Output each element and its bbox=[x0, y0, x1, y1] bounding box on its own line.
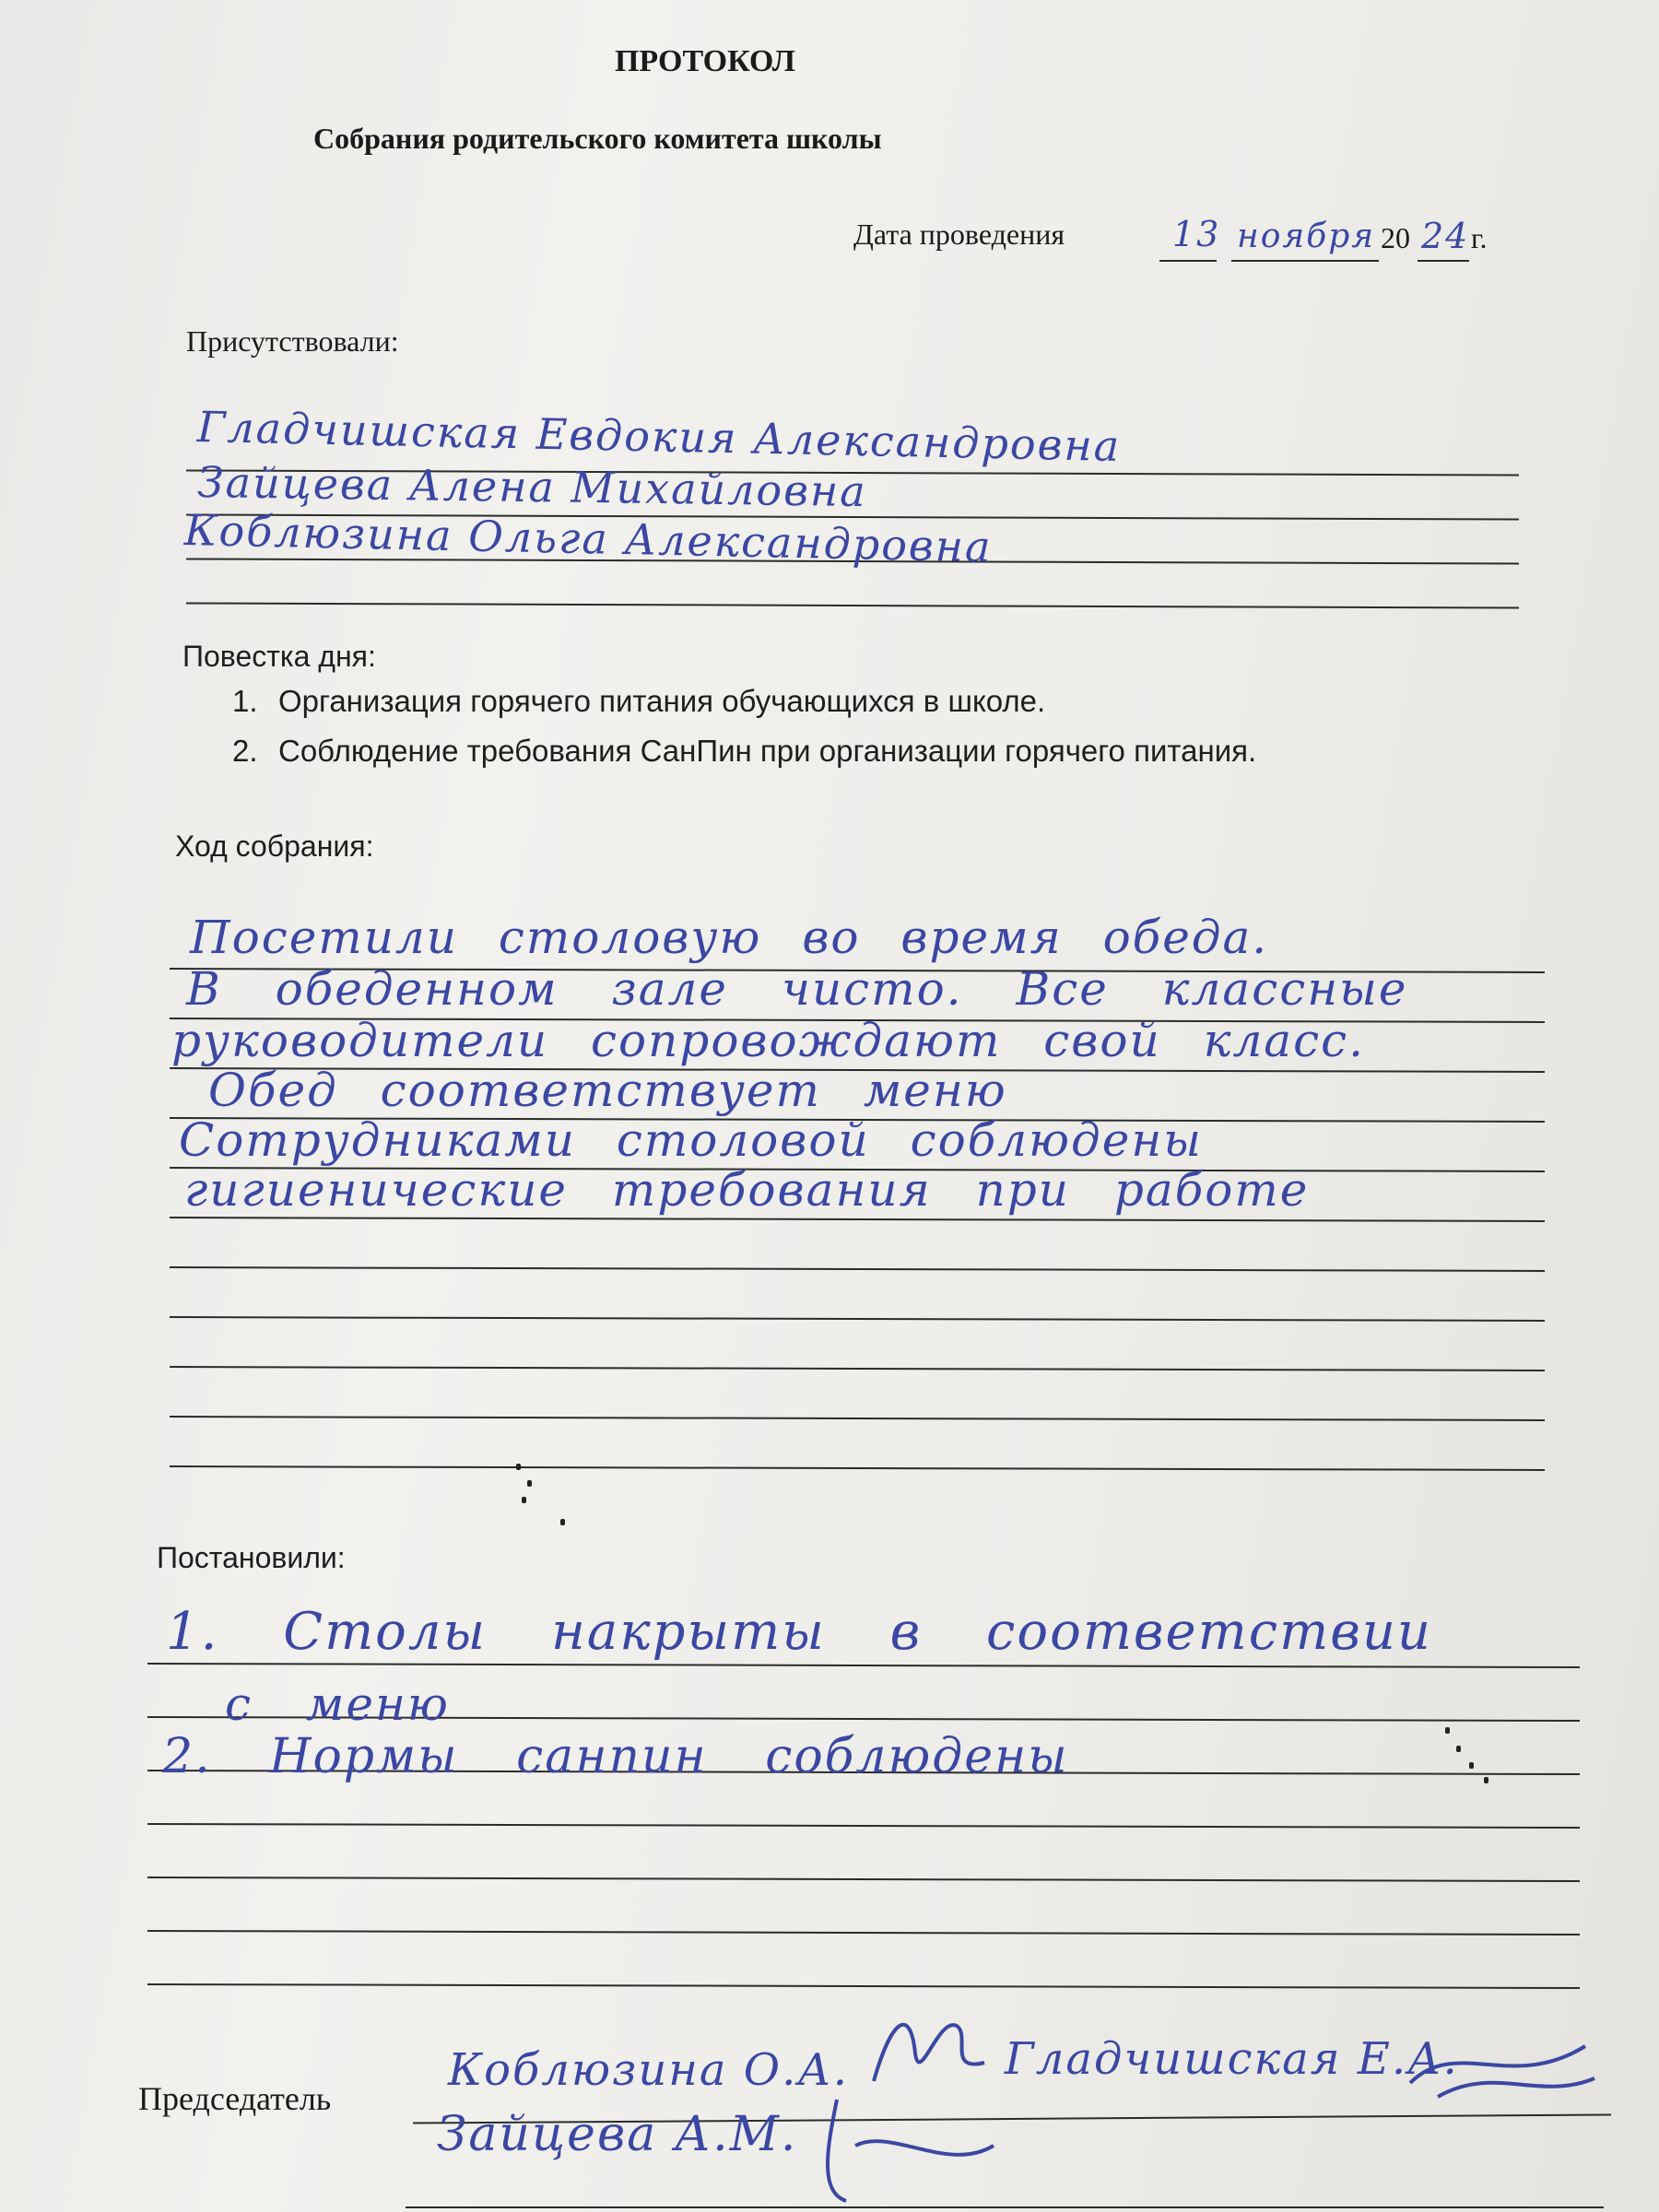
paper-speck bbox=[1445, 1727, 1450, 1734]
proceedings-text-line: гигиенические требования при работе bbox=[184, 1163, 1310, 1217]
proceedings-line bbox=[170, 1465, 1545, 1471]
proceedings-line bbox=[170, 1266, 1545, 1272]
date-suffix: г. bbox=[1471, 221, 1488, 254]
resolution-line bbox=[147, 1823, 1580, 1829]
document-subtitle: Собрания родительского комитета школы bbox=[313, 122, 882, 155]
signature-name: Зайцева А.М. bbox=[437, 2107, 798, 2162]
proceedings-line bbox=[170, 1316, 1545, 1322]
paper-speck bbox=[522, 1497, 526, 1503]
resolution-text-line: 2. Нормы санпин соблюдены bbox=[162, 1729, 1069, 1784]
resolution-text-line: с меню bbox=[225, 1677, 450, 1731]
proceedings-label: Ход собрания: bbox=[175, 830, 374, 863]
chairman-label: Председатель bbox=[138, 2080, 332, 2117]
paper-speck bbox=[1469, 1762, 1474, 1769]
date-label: Дата проведения bbox=[853, 218, 1065, 251]
paper-speck bbox=[516, 1464, 521, 1470]
signature-name: Гладчишская Е.А. bbox=[1005, 2033, 1459, 2085]
resolution-line bbox=[147, 1877, 1580, 1882]
agenda-label: Повестка дня: bbox=[182, 640, 376, 673]
proceedings-text-line: Обед соответствует меню bbox=[208, 1064, 1007, 1117]
date-year-prefix: 20 bbox=[1381, 221, 1410, 254]
proceedings-line bbox=[170, 1366, 1545, 1371]
proceedings-text-line: В обеденном зале чисто. Все классные bbox=[186, 962, 1408, 1016]
date-month: ноября bbox=[1237, 218, 1376, 255]
signature-scribble bbox=[1401, 2028, 1604, 2111]
agenda-item-text: Соблюдение требования СанПин при организации горячего питания. bbox=[278, 734, 1257, 768]
agenda-item-text: Организация горячего питания обучающихся в школе. bbox=[278, 684, 1046, 718]
paper-speck bbox=[527, 1480, 532, 1487]
paper-speck bbox=[1484, 1777, 1488, 1783]
attendees-line bbox=[186, 602, 1519, 608]
signature-scribble bbox=[865, 1998, 994, 2100]
attendee-name: Коблюзина Ольга Александровна bbox=[183, 505, 994, 572]
paper-speck bbox=[560, 1519, 565, 1525]
document-title: ПРОТОКОЛ bbox=[614, 44, 796, 78]
resolution-line bbox=[147, 1983, 1580, 1989]
proceedings-line bbox=[170, 1217, 1545, 1222]
date-day-line bbox=[1159, 260, 1217, 262]
agenda-item bbox=[232, 684, 1045, 719]
proceedings-text-line: руководители сопровождают свой класс. bbox=[171, 1014, 1365, 1067]
date-year-line bbox=[1418, 260, 1469, 262]
agenda-item-number: 2. bbox=[232, 734, 258, 768]
resolution-line bbox=[147, 1930, 1580, 1936]
resolution-text-line: 1. Столы накрыты в соответствии bbox=[166, 1602, 1432, 1662]
signature-name: Коблюзина О.А. bbox=[448, 2044, 849, 2096]
proceedings-text-line: Посетили столовую во время обеда. bbox=[190, 911, 1269, 964]
agenda-item bbox=[232, 734, 1256, 769]
date-year-suffix: 24 bbox=[1421, 216, 1470, 256]
attendees-label: Присутствовали: bbox=[186, 324, 399, 358]
attendee-name: Зайцева Алена Михайловна bbox=[196, 457, 868, 517]
paper-speck bbox=[1456, 1746, 1461, 1752]
signature-scribble bbox=[818, 2090, 1003, 2210]
secretary-line bbox=[406, 2206, 1604, 2208]
proceedings-text-line: Сотрудниками столовой соблюдены bbox=[179, 1113, 1203, 1167]
attendee-name: Гладчишская Евдокия Александровна bbox=[196, 402, 1122, 471]
date-day: 13 bbox=[1172, 214, 1221, 254]
agenda-item-number: 1. bbox=[232, 684, 258, 718]
date-month-line bbox=[1231, 260, 1379, 262]
resolution-label: Постановили: bbox=[157, 1541, 346, 1574]
resolution-line bbox=[147, 1663, 1580, 1668]
proceedings-line bbox=[170, 1416, 1545, 1421]
